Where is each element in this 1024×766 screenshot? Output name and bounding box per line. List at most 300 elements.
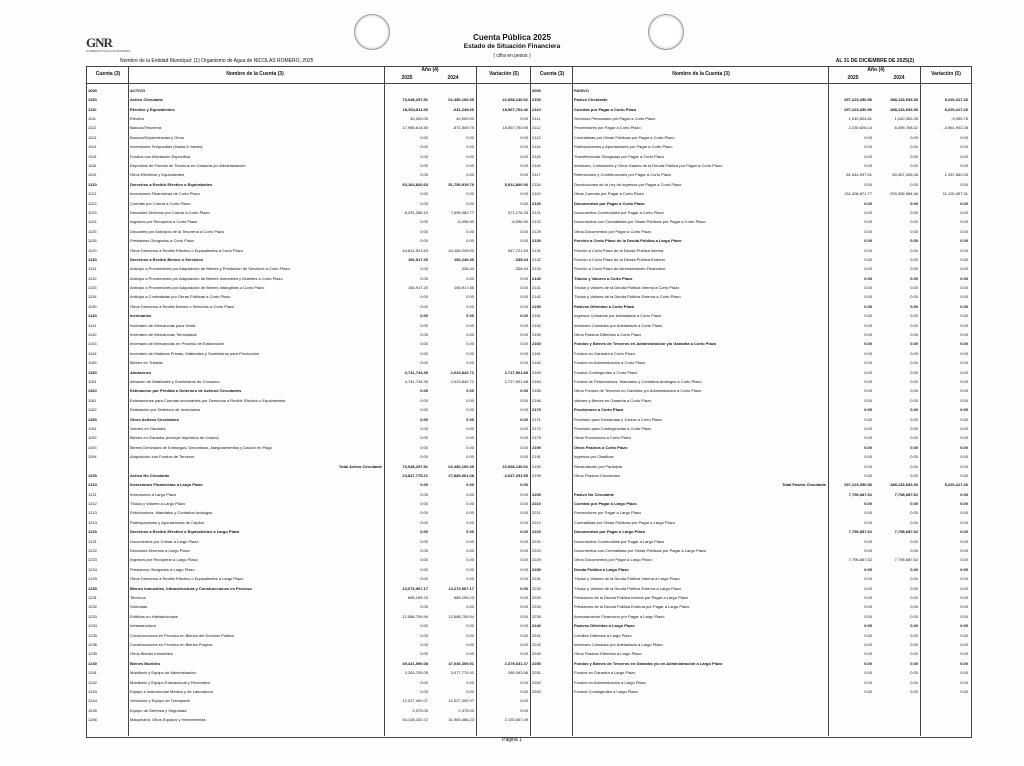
account-code: 2130 bbox=[532, 238, 541, 244]
header-variacion-left: Variación (5) bbox=[489, 71, 519, 77]
amount-2024: 0.00 bbox=[910, 397, 918, 403]
account-name: Derechos a Recibir Efectivo o Equivalentes bbox=[130, 181, 213, 187]
amount-2025: 0.00 bbox=[420, 144, 428, 150]
account-name: Bienes Derivados de Embargos, Decomisos, Aseguramientos y Dación en Pago bbox=[130, 444, 272, 450]
account-code: 2249 bbox=[532, 651, 541, 657]
units-note: ( cifra en pesos ) bbox=[493, 53, 531, 59]
account-code: 2171 bbox=[532, 416, 541, 422]
account-code: 1115 bbox=[88, 153, 97, 159]
account-code: 1000 bbox=[88, 87, 97, 93]
amount-2025: 0.00 bbox=[420, 688, 428, 694]
table-row bbox=[530, 95, 970, 104]
amount-2024: 0.00 bbox=[466, 303, 474, 309]
table-row bbox=[530, 208, 970, 217]
amount-2025: 0.00 bbox=[864, 501, 872, 507]
amount-2024: 0.00 bbox=[466, 397, 474, 403]
amount-2025: 297,223,350.56 bbox=[844, 97, 872, 103]
amount-2025: 0.00 bbox=[420, 219, 428, 225]
table-row bbox=[530, 396, 970, 405]
variation: -328.44 bbox=[514, 266, 528, 272]
variation: 0.00 bbox=[960, 181, 968, 187]
amount-2025: 0.00 bbox=[864, 538, 872, 544]
variation: 0.00 bbox=[520, 641, 528, 647]
variation bbox=[920, 86, 970, 95]
amount-2024: 0.00 bbox=[910, 454, 918, 460]
variation: 0.00 bbox=[520, 444, 528, 450]
variation: 9,220,417.26 bbox=[944, 482, 968, 488]
variation: 0.00 bbox=[520, 425, 528, 431]
variation: 0.00 bbox=[960, 594, 968, 600]
amount-2025: 0.00 bbox=[420, 510, 428, 516]
amount-2025: 0.00 bbox=[864, 623, 872, 629]
table-row bbox=[86, 640, 530, 649]
header-2025-right: 2025 bbox=[847, 75, 859, 81]
amount-2025: 0.00 bbox=[864, 219, 872, 225]
table-row bbox=[530, 330, 970, 339]
amount-2024: 288,133,933.30 bbox=[890, 97, 918, 103]
header-cuenta-left: Cuenta (3) bbox=[95, 71, 121, 77]
amount-2025: 34,128,153.72 bbox=[402, 717, 428, 723]
account-name: Bienes Inmuebles, Infraestructura y Construcciones en Proceso bbox=[130, 585, 252, 591]
amount-2025: 0.00 bbox=[420, 238, 428, 244]
amount-2024: 0.00 bbox=[910, 632, 918, 638]
period-date: AL 31 DE DICIEMBRE DE 2025(2) bbox=[835, 58, 914, 64]
amount-2024: 0.00 bbox=[910, 219, 918, 225]
amount-2024: 0.00 bbox=[466, 510, 474, 516]
amount-2025: 0.00 bbox=[420, 172, 428, 178]
table-row bbox=[530, 443, 970, 452]
account-name: Fondos en Administración a Largo Plazo bbox=[574, 679, 646, 685]
amount-2025: 0.00 bbox=[420, 200, 428, 206]
table-row bbox=[530, 546, 970, 555]
account-name: Anticipo a Proveedores por Adquisición de Bienes Intangibles a Corto Plazo bbox=[130, 285, 265, 291]
account-code: 1123 bbox=[88, 209, 97, 215]
variation: 0.00 bbox=[960, 623, 968, 629]
account-name: Títulos y Valores de la Deuda Pública Externa a Corto Plazo bbox=[574, 294, 681, 300]
table-row bbox=[530, 509, 970, 518]
account-name: Fondos y Bienes de Terceros en Administración y/o Garantía a Corto Plazo bbox=[574, 341, 717, 347]
variation: 2,717,901.68 bbox=[504, 379, 528, 384]
variation: 18,567,764.46 bbox=[502, 106, 528, 112]
account-code: 1222 bbox=[88, 548, 97, 554]
table-row bbox=[86, 387, 530, 396]
variation: 22,668,130.62 bbox=[502, 97, 528, 103]
variation: 0.00 bbox=[960, 679, 968, 685]
table-row bbox=[86, 396, 530, 405]
account-name: Fondos de Fideicomisos, Mandatos y Contratos Análogos a Corto Plazo bbox=[574, 379, 702, 384]
table-row bbox=[530, 161, 970, 170]
amount-2024: 0.00 bbox=[910, 538, 918, 544]
variation: 0.00 bbox=[520, 632, 528, 638]
amount-2025: 0.00 bbox=[864, 303, 872, 309]
account-code: 2165 bbox=[532, 388, 541, 394]
table-row bbox=[530, 236, 970, 245]
amount-2025: 0.00 bbox=[864, 313, 872, 319]
variation: 0.00 bbox=[520, 576, 528, 582]
account-code: 2210 bbox=[532, 501, 541, 507]
amount-2025: 0.00 bbox=[420, 566, 428, 572]
account-name: Bancos/Dependencias y Otros bbox=[130, 134, 185, 140]
amount-2025: 0.00 bbox=[864, 613, 872, 619]
account-name: Porción a Corto Plazo de la Deuda Pública a Largo Plazo bbox=[574, 238, 682, 244]
amount-2025: 0.00 bbox=[864, 379, 872, 384]
amount-2024: 0.00 bbox=[910, 209, 918, 215]
account-code: 2119 bbox=[532, 191, 541, 197]
table-row bbox=[86, 706, 530, 715]
variation: 0.00 bbox=[520, 538, 528, 544]
account-name: Documentos con Contratistas por Obras Públicas por Pagar a Largo Plazo bbox=[574, 548, 707, 554]
amount-2025: 211,406,871.77 bbox=[844, 191, 872, 197]
amount-2025: 0.00 bbox=[864, 604, 872, 610]
table-row bbox=[530, 142, 970, 151]
table-row bbox=[86, 368, 530, 377]
amount-2024: 0.00 bbox=[466, 641, 474, 647]
variation: 0.00 bbox=[520, 501, 528, 507]
table-row bbox=[530, 687, 970, 696]
account-code: 2231 bbox=[532, 576, 541, 582]
account-code: 1230 bbox=[88, 585, 97, 591]
amount-2024: 0.00 bbox=[466, 191, 474, 197]
amount-2025: 0.00 bbox=[864, 388, 872, 394]
variation: 0.00 bbox=[520, 172, 528, 178]
variation: 0.00 bbox=[960, 369, 968, 375]
account-code: 1242 bbox=[88, 679, 97, 685]
table-row bbox=[530, 264, 970, 273]
amount-2025: 0.00 bbox=[420, 228, 428, 234]
account-name: Fondos en Garantía a Corto Plazo bbox=[574, 350, 635, 356]
table-row bbox=[86, 189, 530, 198]
account-name: Fondos con Afectación Específica bbox=[130, 153, 191, 159]
account-code: 2200 bbox=[532, 491, 541, 497]
account-name: Deuda Pública a Largo Plazo bbox=[574, 566, 629, 572]
variation: 0.00 bbox=[520, 491, 528, 497]
table-row bbox=[86, 433, 530, 442]
table-row bbox=[530, 433, 970, 442]
amount-2024: 0.00 bbox=[910, 360, 918, 366]
account-code: 2161 bbox=[532, 350, 541, 356]
table-row bbox=[530, 462, 970, 471]
table-row bbox=[530, 574, 970, 583]
table-row bbox=[86, 556, 530, 565]
amount-2025: 0.00 bbox=[420, 163, 428, 169]
amount-2024: 0.00 bbox=[466, 153, 474, 159]
amount-2025: 685,195.23 bbox=[407, 594, 428, 600]
account-name: Cuentas por Cobrar a Corto Plazo bbox=[130, 200, 191, 206]
table-row bbox=[530, 621, 970, 630]
assets-table bbox=[86, 86, 530, 725]
account-code: 1129 bbox=[88, 247, 97, 253]
account-code: 1236 bbox=[88, 641, 97, 647]
variation: 0.00 bbox=[960, 397, 968, 403]
account-code: 2114 bbox=[532, 144, 541, 150]
amount-2024: 0.00 bbox=[466, 623, 474, 629]
account-name: Otros Fondos de Terceros en Garantía y/o Administración a Corto Plazo bbox=[574, 388, 702, 394]
amount-2025: 44,812,521.53 bbox=[402, 247, 428, 253]
account-code: 1145 bbox=[88, 360, 97, 366]
amount-2024: 80,357,435.46 bbox=[892, 172, 918, 178]
amount-2024: 0.00 bbox=[466, 163, 474, 169]
account-name: Transferencias Otorgadas por Pagar a Corto Plazo bbox=[574, 153, 665, 159]
variation: 0.00 bbox=[960, 557, 968, 563]
table-row bbox=[530, 527, 970, 536]
account-name: Viviendas bbox=[130, 604, 148, 610]
amount-2024: 166,246.30 bbox=[453, 256, 474, 262]
account-code: 2162 bbox=[532, 360, 541, 366]
account-name: Equipo e Instrumental Médico y de Laboratorio bbox=[130, 688, 213, 694]
table-row bbox=[530, 668, 970, 677]
table-row bbox=[86, 715, 530, 724]
account-code: 2240 bbox=[532, 623, 541, 629]
account-code: 1100 bbox=[88, 97, 97, 103]
table-row bbox=[530, 377, 970, 386]
account-name: Contratistas por Obras Públicas por Pagar a Corto Plazo bbox=[574, 134, 675, 140]
account-name: Provisiones a Corto Plazo bbox=[574, 407, 624, 413]
amount-2025: 0.00 bbox=[420, 604, 428, 610]
variation: 0.00 bbox=[520, 332, 528, 338]
variation: 0.00 bbox=[520, 153, 528, 159]
account-name: Porción a Corto Plazo de la Deuda Pública Externa bbox=[574, 256, 665, 262]
table-row bbox=[86, 602, 530, 611]
amount-2024: 0.00 bbox=[910, 200, 918, 206]
variation: 18,567,753.95 bbox=[502, 125, 528, 131]
account-code: 1190 bbox=[88, 416, 97, 422]
account-code: 2229 bbox=[532, 557, 541, 563]
table-row bbox=[530, 499, 970, 508]
amount-2025: 0.00 bbox=[420, 332, 428, 338]
variation: 0.00 bbox=[520, 341, 528, 347]
amount-2025: 4,741,744.39 bbox=[404, 369, 428, 375]
account-name: Otros Bienes Inmuebles bbox=[130, 651, 173, 657]
account-code: 1150 bbox=[88, 369, 97, 375]
amount-2025: 0.00 bbox=[420, 275, 428, 281]
amount-2024: 0.00 bbox=[466, 632, 474, 638]
amount-2024: 328.44 bbox=[461, 266, 474, 272]
table-row bbox=[530, 311, 970, 320]
account-code: 2222 bbox=[532, 548, 541, 554]
amount-2025: 0.00 bbox=[420, 341, 428, 347]
amount-2024: 47,046,309.51 bbox=[448, 660, 474, 666]
table-row bbox=[86, 452, 530, 461]
amount-2025: 73,048,297.51 bbox=[402, 97, 428, 103]
table-row bbox=[86, 490, 530, 499]
amount-2025: 0.00 bbox=[420, 519, 428, 525]
variation: 0.00 bbox=[960, 294, 968, 300]
logo-text: GNR bbox=[86, 35, 112, 50]
header-2024-right: 2024 bbox=[893, 75, 905, 81]
variation: 11,102,457.31 bbox=[942, 191, 968, 197]
table-row bbox=[86, 246, 530, 255]
account-name: Construcciones en Proceso en Bienes del Dominio Público bbox=[130, 632, 235, 638]
account-name: Adquisición con Fondos de Terceros bbox=[130, 454, 195, 460]
amount-2025: 63,164,820.63 bbox=[402, 181, 428, 187]
table-row bbox=[86, 696, 530, 705]
account-code: 1235 bbox=[88, 632, 97, 638]
amount-2025: 0.00 bbox=[420, 416, 428, 422]
account-code: 2131 bbox=[532, 247, 541, 253]
variation: 0.00 bbox=[960, 576, 968, 582]
account-code: 2112 bbox=[532, 125, 541, 131]
amount-2024: 0.00 bbox=[910, 134, 918, 140]
account-code: 1241 bbox=[88, 670, 97, 676]
account-name: Derechos a Recibir Bienes o Servicios bbox=[130, 256, 203, 262]
account-name: Edificios no Habitacionales bbox=[130, 613, 178, 619]
amount-2024: 0.00 bbox=[466, 341, 474, 347]
amount-2025: 0.00 bbox=[864, 332, 872, 338]
account-code: 2220 bbox=[532, 529, 541, 535]
variation: 0.00 bbox=[960, 585, 968, 591]
variation: 0.00 bbox=[960, 510, 968, 516]
account-name: Fondos y Bienes de Terceros en Garantía y/o en Administración a Largo Plazo bbox=[574, 660, 723, 666]
amount-2025: 0.00 bbox=[864, 360, 872, 366]
amount-2024: 0.00 bbox=[910, 472, 918, 478]
variation: 0.00 bbox=[520, 416, 528, 422]
amount-2025: 0.00 bbox=[864, 266, 872, 272]
table-row bbox=[86, 537, 530, 546]
amount-2025: 0.00 bbox=[420, 623, 428, 629]
table-row bbox=[530, 217, 970, 226]
amount-2024: 0.00 bbox=[910, 566, 918, 572]
amount-2025: 49,421,590.08 bbox=[402, 660, 428, 666]
amount-2024: 0.00 bbox=[466, 651, 474, 657]
variation: 0.00 bbox=[960, 463, 968, 469]
account-code: 2142 bbox=[532, 294, 541, 300]
account-name: Préstamos de la Deuda Pública Interna por Pagar a Largo Plazo bbox=[574, 594, 689, 600]
account-code bbox=[530, 480, 572, 489]
amount-2024: 0.00 bbox=[910, 435, 918, 441]
amount-2024: 0.00 bbox=[910, 181, 918, 187]
amount-2024: 0.00 bbox=[466, 313, 474, 319]
account-name: Deudores por Anticipos de la Tesorería a Corto Plazo bbox=[130, 228, 225, 234]
account-code: 2117 bbox=[532, 172, 541, 178]
table-row bbox=[530, 114, 970, 123]
variation: 0.00 bbox=[960, 256, 968, 262]
amount-2024: 0.00 bbox=[466, 294, 474, 300]
amount-2024: 2,023,842.71 bbox=[450, 369, 474, 375]
account-code: 1139 bbox=[88, 303, 97, 309]
amount-2025: 0.00 bbox=[864, 594, 872, 600]
account-code: 1111 bbox=[88, 116, 97, 122]
amount-2025: 1,040,524.81 bbox=[848, 116, 872, 122]
header-anio-right: Año (4) bbox=[867, 67, 885, 73]
amount-2024: 0.00 bbox=[466, 557, 474, 563]
table-row bbox=[86, 152, 530, 161]
account-name: Otros Pasivos Diferidos a Largo Plazo bbox=[574, 651, 642, 657]
amount-2025: 0.00 bbox=[420, 294, 428, 300]
variation: 0.00 bbox=[960, 200, 968, 206]
amount-2024: 0.00 bbox=[466, 435, 474, 441]
variation: 0.00 bbox=[960, 454, 968, 460]
variation: 0.00 bbox=[520, 482, 528, 488]
table-row bbox=[86, 621, 530, 630]
variation: 0.00 bbox=[960, 134, 968, 140]
table-row bbox=[530, 612, 970, 621]
variation: 22,668,130.62 bbox=[502, 463, 528, 469]
amount-2025: 0.00 bbox=[420, 529, 428, 535]
table-row bbox=[530, 640, 970, 649]
variation: -9,495.75 bbox=[951, 116, 968, 122]
variation: 0.00 bbox=[960, 501, 968, 507]
table-row bbox=[86, 217, 530, 226]
variation: 0.00 bbox=[520, 435, 528, 441]
account-code: 2151 bbox=[532, 313, 541, 319]
account-code: 1212 bbox=[88, 501, 97, 507]
variation: 0.00 bbox=[960, 341, 968, 347]
table-row bbox=[86, 509, 530, 518]
account-name: Créditos Diferidos a Largo Plazo bbox=[574, 632, 632, 638]
table-row bbox=[530, 189, 970, 198]
account-code: 2172 bbox=[532, 425, 541, 431]
account-name: Inventario de Mercancías en Proceso de Elaboración bbox=[130, 341, 225, 347]
variation: 0.00 bbox=[520, 585, 528, 591]
amount-2025: 0.00 bbox=[420, 491, 428, 497]
account-code: 2250 bbox=[532, 660, 541, 666]
variation: 0.00 bbox=[960, 407, 968, 413]
account-code: 2252 bbox=[532, 679, 541, 685]
variation: 0.00 bbox=[520, 200, 528, 206]
amount-2025: 0.00 bbox=[420, 482, 428, 488]
amount-2024: 0.00 bbox=[910, 275, 918, 281]
account-name: Inventario de Materias Primas, Materiales y Suministros para Producción bbox=[130, 350, 260, 356]
account-name: Ingresos por Recuperar a Largo Plazo bbox=[130, 557, 198, 563]
amount-2025: 73,048,297.51 bbox=[402, 463, 428, 469]
account-name: Fondos Contingentes a Largo Plazo bbox=[574, 688, 638, 694]
account-name: Bancos/Tesorería bbox=[130, 125, 162, 131]
variation: 0.00 bbox=[520, 294, 528, 300]
account-name: Títulos y Valores de la Deuda Pública Externa a Largo Plazo bbox=[574, 585, 682, 591]
amount-2025: 0.00 bbox=[864, 435, 872, 441]
account-name: Participaciones y Aportaciones de Capital bbox=[130, 519, 204, 525]
amount-2025: 12,027,492.07 bbox=[402, 698, 428, 704]
amount-2024: 0.00 bbox=[466, 688, 474, 694]
account-name: Otros Efectivos y Equivalentes bbox=[130, 172, 185, 178]
table-row bbox=[86, 255, 530, 264]
amount-2025: 4,741,744.39 bbox=[404, 379, 428, 384]
account-name: Retenciones y Contribuciones por Pagar a Corto Plazo bbox=[574, 172, 672, 178]
table-row bbox=[86, 443, 530, 452]
amount-2025: 0.00 bbox=[420, 153, 428, 159]
amount-2025: 0.00 bbox=[420, 548, 428, 554]
amount-2024: 0.00 bbox=[910, 660, 918, 666]
table-row bbox=[530, 105, 970, 114]
account-code: 1162 bbox=[88, 407, 97, 413]
account-code: 1125 bbox=[88, 228, 97, 234]
table-row bbox=[530, 659, 970, 668]
account-code: 2000 bbox=[532, 87, 541, 93]
amount-2024: 0.00 bbox=[466, 491, 474, 497]
account-name: Préstamos de la Deuda Pública Externa por Pagar a Largo Plazo bbox=[574, 604, 690, 610]
variation: 0.00 bbox=[520, 134, 528, 140]
account-name: Otros Derechos a Recibir Efectivo o Equivalentes a Largo Plazo bbox=[130, 576, 244, 582]
account-name: Deudores Diversos a Largo Plazo bbox=[130, 548, 190, 554]
variation: 0.00 bbox=[960, 275, 968, 281]
amount-2025: 0.00 bbox=[864, 454, 872, 460]
account-name: Inventario de Mercancías Terminadas bbox=[130, 332, 197, 338]
table-row bbox=[86, 293, 530, 302]
amount-2024: 0.00 bbox=[910, 313, 918, 319]
variation: -3,961,902.28 bbox=[943, 125, 968, 131]
variation: 0.00 bbox=[960, 660, 968, 666]
header-2025-left: 2025 bbox=[401, 75, 413, 81]
table-row bbox=[86, 227, 530, 236]
variation: 0.00 bbox=[520, 613, 528, 619]
table-row bbox=[86, 471, 530, 480]
table-row bbox=[530, 283, 970, 292]
account-code: 2116 bbox=[532, 163, 541, 169]
table-row bbox=[86, 321, 530, 330]
amount-2025: 0.00 bbox=[864, 425, 872, 431]
amount-2025: 0.00 bbox=[864, 444, 872, 450]
table-row bbox=[86, 668, 530, 677]
